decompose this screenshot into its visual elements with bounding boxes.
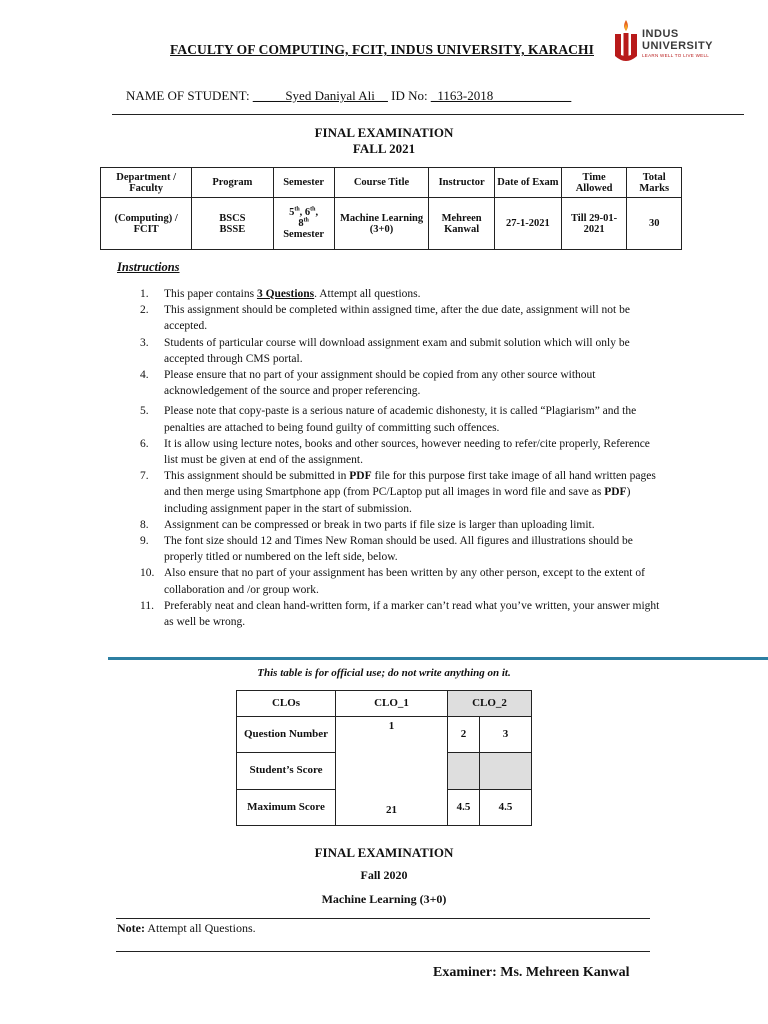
logo-mark-icon: [612, 18, 640, 66]
item-number: 4.: [140, 369, 149, 382]
item-text: Also ensure that no part of your assignment has been written by any other person, except to the extent of collaboration and /or group work.: [164, 567, 645, 596]
university-logo: [612, 18, 752, 68]
item-text: It is allow using lecture notes, books and other sources, however needing to refer/cite properly, Reference list must be given at end of the assignment.: [164, 437, 650, 467]
students-score-label: Student’s Score: [237, 753, 336, 789]
header-total-marks: Total Marks: [627, 168, 682, 198]
course-info-table: [100, 167, 682, 250]
list-item: [140, 403, 660, 435]
item-number: 8.: [140, 518, 149, 531]
header-semester: Semester: [273, 168, 334, 198]
question-number-label: Question Number: [237, 717, 336, 753]
second-exam-term: Fall 2020: [360, 868, 408, 882]
header-instructor: Instructor: [429, 168, 495, 198]
section-divider-bar: [108, 657, 768, 660]
item-text: file for this purpose first take image of all hand written pages and then merge using Smartphone app (from PC/Laptop put all images in word file and save as: [164, 470, 656, 499]
item-number: 11.: [140, 599, 154, 612]
cell-time-allowed: Till 29-01-2021: [561, 198, 627, 250]
clo1-column: [336, 717, 448, 826]
semester-num-5: 5: [289, 207, 295, 218]
note-text: Attempt all Questions.: [144, 921, 256, 935]
list-item: [140, 367, 660, 399]
list-item: [140, 598, 660, 630]
list-item: [140, 302, 660, 334]
item-text: Preferably neat and clean hand-written form, if a marker can’t read what you’ve written, your answer might as well be wrong.: [164, 599, 660, 629]
semester-sup: th: [294, 206, 300, 213]
table-value-row: [101, 198, 682, 250]
semester-word: Semester: [283, 229, 325, 240]
semester-num-6: , 6: [299, 207, 311, 218]
header-department: Department / Faculty: [101, 168, 192, 198]
list-item: [140, 436, 660, 468]
note-label: Note:: [117, 921, 145, 935]
cell-date: 27-1-2021: [494, 198, 561, 250]
clo-table: [236, 690, 532, 826]
exam-title: FINAL EXAMINATION: [314, 125, 454, 140]
item-text: This assignment should be completed within assigned time, after the due date, assignment will not be accepted.: [164, 304, 630, 333]
clo2-header: CLO_2: [448, 691, 532, 717]
list-item: [140, 286, 660, 302]
item-text: Students of particular course will download assignment exam and submit solution which will only be accepted through CMS portal.: [164, 336, 630, 365]
semester-sup: th: [310, 206, 316, 213]
id-label: ID No:: [391, 88, 428, 103]
student-id-value: _1163-2018____________: [430, 88, 572, 103]
instructions-list: [140, 286, 660, 630]
list-item: [140, 533, 660, 565]
item-number: 5.: [140, 405, 149, 418]
item-bold: PDF: [349, 470, 372, 483]
header-divider: [112, 114, 744, 115]
semester-num-8: 8: [298, 218, 304, 229]
logo-tagline: LEARN WELL TO LIVE WELL: [642, 53, 710, 58]
table-header-row: [101, 168, 682, 198]
semester-sup: th: [303, 217, 309, 224]
logo-text-indus: INDUS: [642, 28, 679, 40]
student-info-line: [126, 88, 571, 104]
item-text: This assignment should be submitted in: [164, 470, 350, 483]
program-bsse: BSSE: [219, 223, 246, 235]
clos-label: CLOs: [237, 691, 336, 717]
clo1-header: CLO_1: [336, 691, 448, 717]
clo1-question: 1: [388, 720, 395, 732]
cell-course-title: Machine Learning (3+0): [334, 198, 429, 250]
item-text: Assignment can be compressed or break in two parts if file size is larger than uploading limit.: [164, 518, 595, 531]
examiner-signature: Examiner: Ms. Mehreen Kanwal: [433, 965, 630, 980]
semester-comma: ,: [315, 207, 319, 218]
item-text: . Attempt all questions.: [314, 288, 421, 300]
cell-department: (Computing) / FCIT: [101, 198, 192, 250]
item-number: 9.: [140, 535, 149, 548]
item-text: Please note that copy-paste is a serious nature of academic dishonesty, it is called “Plagiarism” and the penalties are attached to being found guilty of committing such offences.: [164, 405, 637, 434]
list-item: [140, 468, 660, 517]
max-score-label: Maximum Score: [237, 789, 336, 825]
cell-instructor: Mehreen Kanwal: [429, 198, 495, 250]
clo2-score-a: [448, 753, 480, 789]
table-row: [237, 717, 532, 753]
table-row: [237, 691, 532, 717]
list-item: [140, 335, 660, 367]
instructions-title: Instructions: [117, 260, 180, 274]
clo2-question-b: 3: [480, 717, 532, 753]
list-item: [140, 565, 660, 597]
item-number: 7.: [140, 470, 149, 483]
header-time-allowed: Time Allowed: [561, 168, 627, 198]
cell-semester: [273, 198, 334, 250]
exam-term: FALL 2021: [352, 141, 416, 156]
name-label: NAME OF STUDENT:: [126, 88, 250, 103]
item-text: This paper contains: [164, 288, 257, 300]
clo2-max-a: 4.5: [448, 789, 480, 825]
header-course-title: Course Title: [334, 168, 429, 198]
item-number: 2.: [140, 304, 149, 317]
header-program: Program: [192, 168, 273, 198]
second-exam-title: FINAL EXAMINATION: [314, 845, 454, 860]
item-number: 1.: [140, 288, 149, 300]
program-bscs: BSCS: [219, 212, 246, 224]
official-use-note: This table is for official use; do not write anything on it.: [257, 667, 511, 679]
header-date: Date of Exam: [494, 168, 561, 198]
list-item: [140, 517, 660, 533]
item-number: 6.: [140, 437, 149, 450]
item-number: 3.: [140, 336, 149, 349]
note-bottom-rule: [116, 951, 650, 952]
item-bold: PDF: [604, 486, 627, 499]
clo1-max-score: 21: [386, 804, 397, 816]
student-name-value: _____Syed Daniyal Ali__: [252, 88, 388, 103]
logo-text-university: UNIVERSITY: [642, 40, 714, 52]
note-top-rule: [116, 918, 650, 919]
item-bold: 3 Questions: [256, 288, 315, 300]
clo2-max-b: 4.5: [480, 789, 532, 825]
item-text: The font size should 12 and Times New Roman should be used. All figures and illustrations should be properly titled or numbered on the left side, below.: [164, 535, 633, 564]
cell-program: [192, 198, 273, 250]
clo2-question-a: 2: [448, 717, 480, 753]
cell-total-marks: 30: [627, 198, 682, 250]
faculty-header: FACULTY OF COMPUTING, FCIT, INDUS UNIVERSITY, KARACHI: [170, 42, 594, 57]
note-line: [117, 921, 256, 936]
clo2-score-b: [480, 753, 532, 789]
item-text: Please ensure that no part of your assignment should be copied from any other source without acknowledgement of the source and proper referencing.: [164, 369, 596, 398]
second-course-title: Machine Learning (3+0): [321, 892, 447, 906]
item-text: ) including assignment paper in the start of submission.: [164, 486, 631, 515]
item-number: 10.: [140, 567, 155, 580]
